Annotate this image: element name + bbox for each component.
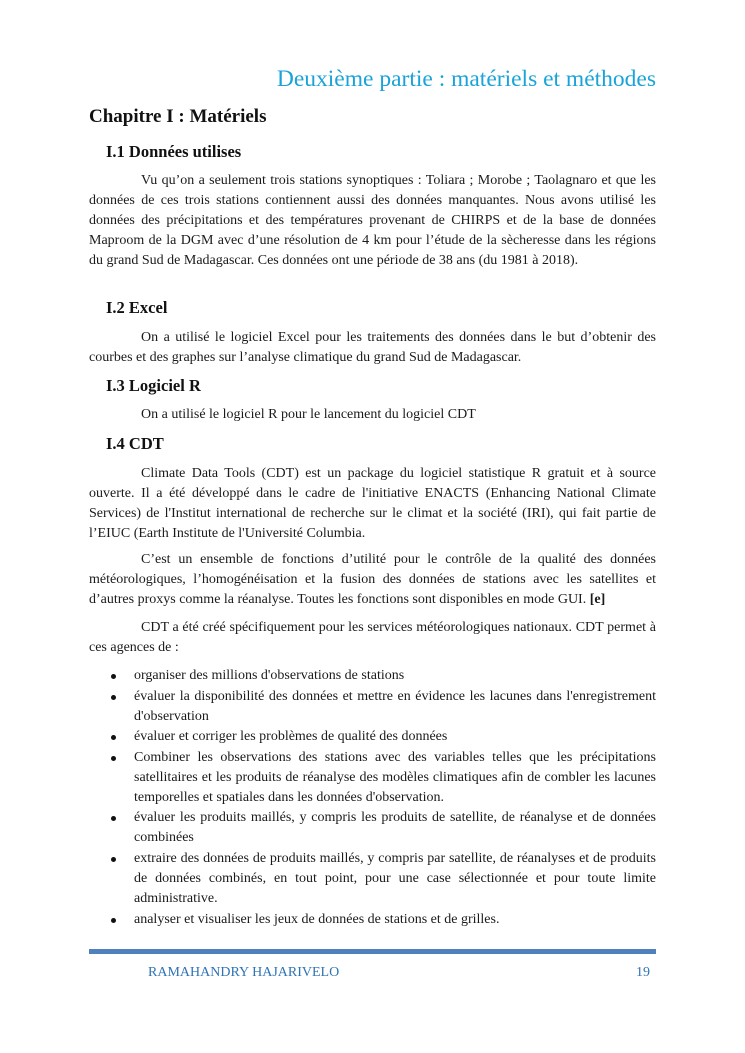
bullet-icon (111, 674, 116, 679)
page-number: 19 (636, 965, 650, 980)
bullet-icon (111, 857, 116, 862)
list-item-text: Combiner les observations des stations avec des variables telles que les précipitations satellitaires et les produits de réanalyse des modèles climatiques afin de combler les lacunes temporelles et spatiales dans les données d'observation. (134, 749, 656, 805)
chapter-title: Chapitre I : Matériels (89, 106, 267, 127)
list-item (89, 910, 656, 930)
bullet-list (89, 666, 656, 930)
footer-author: RAMAHANDRY HAJARIVELO (148, 965, 340, 980)
list-item-text: analyser et visualiser les jeux de données de stations et de grilles. (134, 911, 500, 927)
paragraph-donnees: Vu qu’on a seulement trois stations synoptiques : Toliara ; Morobe ; Taolagnaro et que les données de ces trois stations contiennent aussi des données manquantes. Nous avons utilisé les données des précipitations et des températures provenant de CHIRPS et de la base de données Maproom de la DGM avec d’une résolution de 4 km pour l’étude de la sècheresse dans les régions du grand Sud de Madagascar. Ces données ont une période de 38 ans (du 1981 à 2018). (89, 173, 656, 268)
citation-reference: [e] (589, 592, 606, 607)
list-item (89, 666, 656, 686)
section-heading-1-1: I.1 Données utilises (106, 142, 242, 161)
section-heading-1-2: I.2 Excel (106, 298, 168, 317)
paragraph-logiciel-r: On a utilisé le logiciel R pour le lancement du logiciel CDT (141, 407, 476, 422)
bullet-icon (111, 816, 116, 821)
bullet-icon (111, 756, 116, 761)
paragraph-cdt-intro: Climate Data Tools (CDT) est un package du logiciel statistique R gratuit et à source ouverte. Il a été développé dans le cadre de l'initiative ENACTS (Enhancing National Climate Services) de l'Institut international de recherche sur le climat et la société (IRI), qui fait partie de l’EIUC (Earth Institute de l'Université Columbia. (89, 466, 656, 541)
paragraph-cdt-services: CDT a été créé spécifiquement pour les services météorologiques nationaux. CDT permet à ces agences de : (89, 620, 656, 655)
paragraph-cdt-fonctions-text: C’est un ensemble de fonctions d’utilité pour le contrôle de la qualité des données météorologiques, l’homogénéisation et la fusion des données de stations avec les satellites et d’autres proxys comme la réanalyse. Toutes les fonctions sont disponibles en mode GUI. (89, 552, 656, 607)
section-heading-1-3: I.3 Logiciel R (106, 376, 201, 395)
bullet-icon (111, 695, 116, 700)
list-item (89, 687, 656, 727)
paragraph-cdt-fonctions (89, 550, 656, 610)
list-item-text: extraire des données de produits maillés, y compris par satellite, de réanalyses et de produits de données combinés, en tout point, pour une case sélectionnée et pour toute limite administrative. (134, 850, 656, 906)
list-item (89, 727, 656, 747)
paragraph-excel: On a utilisé le logiciel Excel pour les traitements des données dans le but d’obtenir des courbes et des graphes sur l’analyse climatique du grand Sud de Madagascar. (89, 330, 656, 365)
list-item (89, 849, 656, 909)
bullet-icon (111, 735, 116, 740)
list-item (89, 808, 656, 848)
list-item-text: évaluer la disponibilité des données et mettre en évidence les lacunes dans l'enregistrement d'observation (134, 688, 656, 724)
list-item-text: évaluer les produits maillés, y compris les produits de satellite, de réanalyse et de données combinées (134, 810, 656, 846)
section-heading-1-4: I.4 CDT (106, 434, 164, 453)
list-item-text: évaluer et corriger les problèmes de qualité des données (134, 729, 448, 745)
bullet-icon (111, 918, 116, 923)
list-item (89, 748, 656, 808)
list-item-text: organiser des millions d'observations de stations (134, 668, 405, 683)
footer-divider (89, 949, 656, 954)
part-title: Deuxième partie : matériels et méthodes (276, 66, 656, 92)
